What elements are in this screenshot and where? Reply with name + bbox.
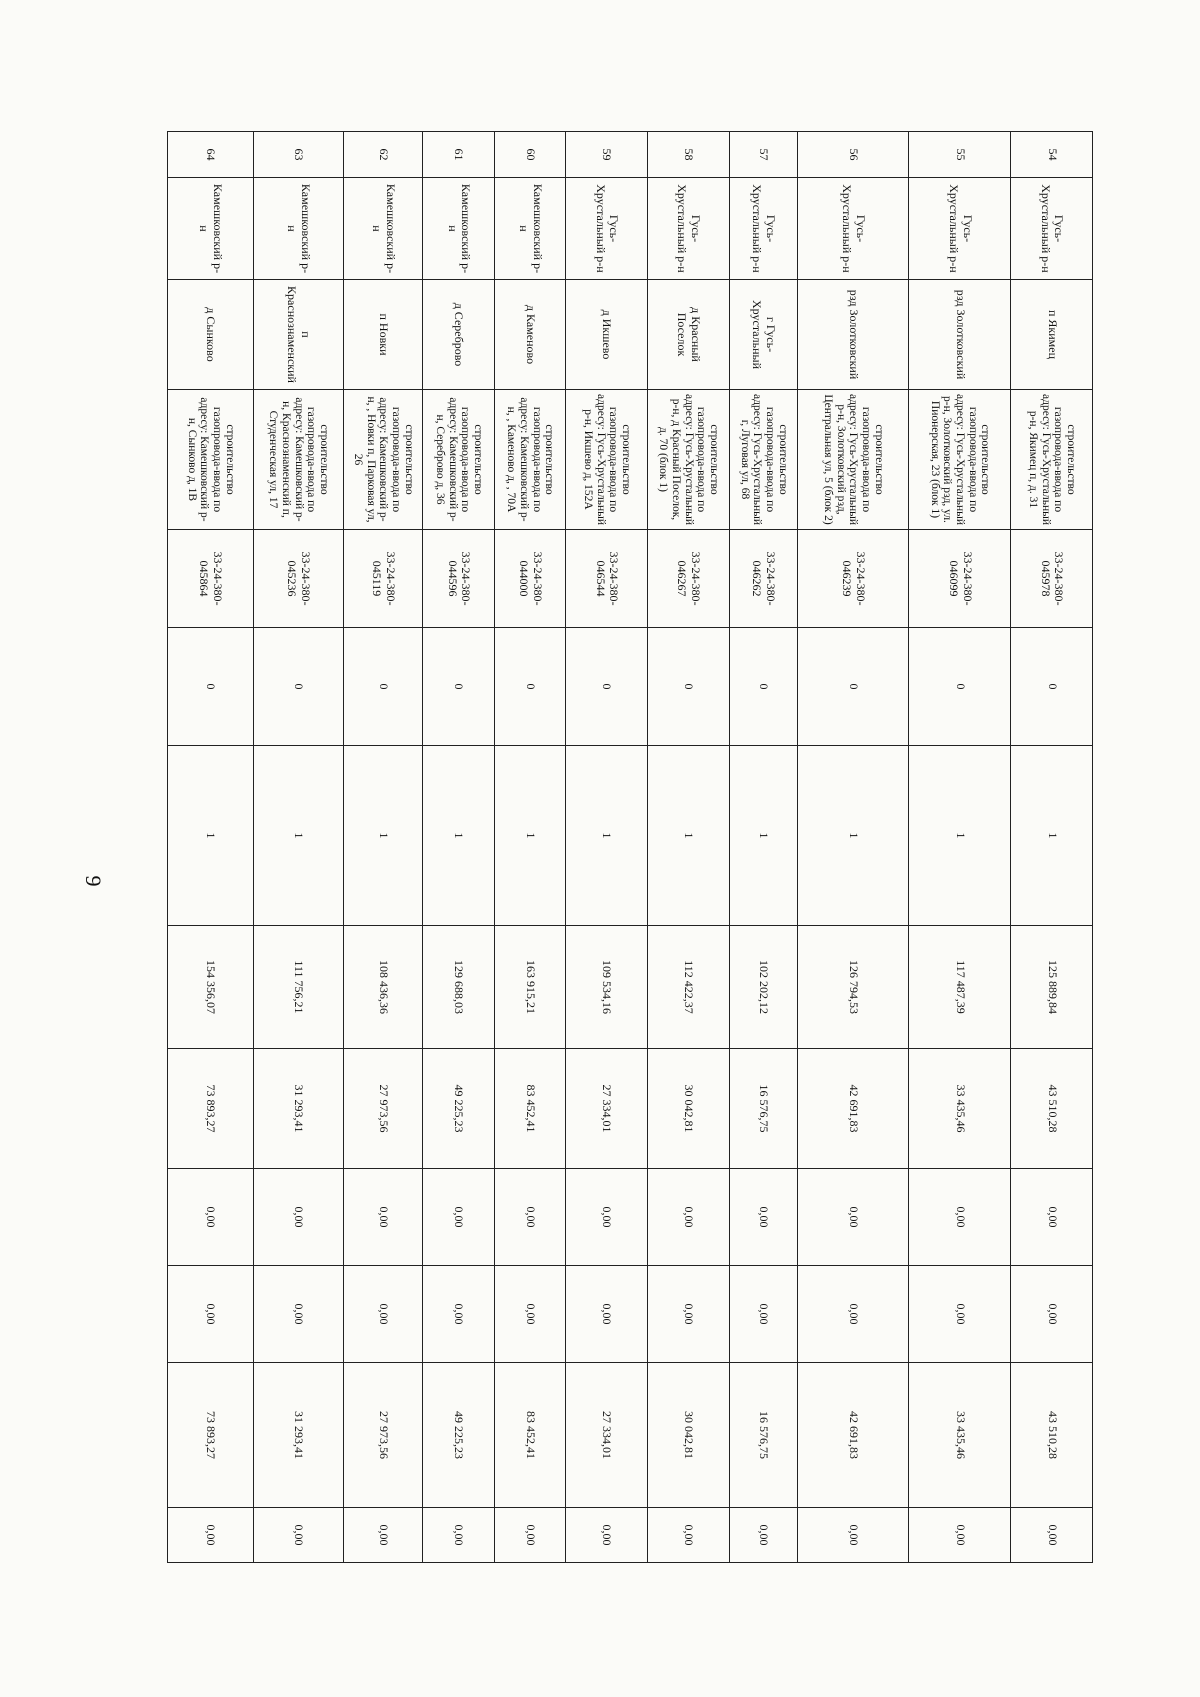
cell-amount-c: 0,00: [168, 1266, 254, 1363]
cell-amount-e: 0,00: [566, 1508, 648, 1563]
cell-locality: г Гусь-Хрустальный: [729, 280, 797, 390]
cell-description: строительство газопровода-ввода по адресу: Гусь-Хрустальный р-н, Икшево д, 152А: [566, 390, 648, 530]
cell-amount-b: 0,00: [168, 1169, 254, 1266]
cell-row-number: 54: [1011, 132, 1093, 178]
table-row: [494, 132, 565, 1563]
cell-row-number: 58: [647, 132, 729, 178]
table-row: [1011, 132, 1093, 1563]
table-row: [168, 132, 254, 1563]
cell-locality: д Каменово: [494, 280, 565, 390]
cell-district: Камешковский р-н: [423, 178, 494, 280]
cell-row-number: 55: [909, 132, 1011, 178]
cell-amount-total: 112 422,37: [647, 926, 729, 1049]
cell-amount-total: 102 202,12: [729, 926, 797, 1049]
cell-value-b: 1: [797, 746, 908, 926]
cell-value-b: 1: [729, 746, 797, 926]
cell-row-number: 57: [729, 132, 797, 178]
cell-district: Гусь-Хрустальный р-н: [909, 178, 1011, 280]
cell-amount-e: 0,00: [797, 1508, 908, 1563]
cell-amount-a: 27 334,01: [566, 1049, 648, 1169]
cell-row-number: 56: [797, 132, 908, 178]
cell-value-b: 1: [566, 746, 648, 926]
cell-amount-d: 83 452,41: [494, 1363, 565, 1508]
table-row: [909, 132, 1011, 1563]
cell-description: строительство газопровода-ввода по адресу: Гусь-Хрустальный р-н, Золотковский рзд, Центральная ул, 5 (блок 2): [797, 390, 908, 530]
cell-amount-e: 0,00: [1011, 1508, 1093, 1563]
cell-description: строительство газопровода-ввода по адресу: Гусь-Хрустальный р-н, д Красный Поселок, д. 70 (блок 1): [647, 390, 729, 530]
cell-amount-a: 43 510,28: [1011, 1049, 1093, 1169]
cell-amount-d: 73 893,27: [168, 1363, 254, 1508]
cell-row-number: 61: [423, 132, 494, 178]
cell-amount-e: 0,00: [494, 1508, 565, 1563]
cell-row-number: 62: [343, 132, 423, 178]
cell-amount-b: 0,00: [647, 1169, 729, 1266]
cell-value-b: 1: [494, 746, 565, 926]
cell-value-b: 1: [647, 746, 729, 926]
table-row: [423, 132, 494, 1563]
cell-amount-c: 0,00: [566, 1266, 648, 1363]
cell-amount-c: 0,00: [423, 1266, 494, 1363]
cell-amount-d: 31 293,41: [253, 1363, 343, 1508]
cell-description: строительство газопровода-ввода по адресу: Камешковский р-н, Сынково д, 1В: [168, 390, 254, 530]
cell-value-b: 1: [909, 746, 1011, 926]
cell-amount-c: 0,00: [253, 1266, 343, 1363]
cell-amount-d: 43 510,28: [1011, 1363, 1093, 1508]
cell-amount-c: 0,00: [494, 1266, 565, 1363]
cell-amount-total: 109 534,16: [566, 926, 648, 1049]
cell-amount-b: 0,00: [343, 1169, 423, 1266]
cell-value-a: 0: [423, 628, 494, 746]
cell-value-a: 0: [909, 628, 1011, 746]
cell-district: Гусь-Хрустальный р-н: [1011, 178, 1093, 280]
cell-amount-b: 0,00: [253, 1169, 343, 1266]
table-row: [566, 132, 648, 1563]
cell-cadastral-code: 33-24-380-046239: [797, 530, 908, 628]
cell-amount-total: 129 688,03: [423, 926, 494, 1049]
cell-cadastral-code: 33-24-380-044596: [423, 530, 494, 628]
cell-locality: рзд Золотковский: [797, 280, 908, 390]
cell-value-a: 0: [797, 628, 908, 746]
cell-value-a: 0: [253, 628, 343, 746]
cell-amount-total: 154 356,07: [168, 926, 254, 1049]
cell-amount-a: 31 293,41: [253, 1049, 343, 1169]
cell-value-a: 0: [1011, 628, 1093, 746]
cell-amount-e: 0,00: [253, 1508, 343, 1563]
cell-amount-c: 0,00: [343, 1266, 423, 1363]
cell-amount-total: 111 756,21: [253, 926, 343, 1049]
table-row: [253, 132, 343, 1563]
table-row: [797, 132, 908, 1563]
cell-value-b: 1: [253, 746, 343, 926]
cell-amount-b: 0,00: [797, 1169, 908, 1266]
cell-district: Камешковский р-н: [168, 178, 254, 280]
cell-amount-total: 108 436,36: [343, 926, 423, 1049]
cell-cadastral-code: 33-24-380-044000: [494, 530, 565, 628]
cell-description: строительство газопровода-ввода по адресу: Гусь-Хрустальный р-н, Золотковский рзд, ул. Пионерская, 23 (блок 1): [909, 390, 1011, 530]
cell-amount-e: 0,00: [343, 1508, 423, 1563]
cell-district: Камешковский р-н: [494, 178, 565, 280]
cell-amount-c: 0,00: [729, 1266, 797, 1363]
cell-row-number: 64: [168, 132, 254, 178]
registry-table: [167, 131, 1093, 1563]
cell-district: Гусь-Хрустальный р-н: [566, 178, 648, 280]
cell-value-b: 1: [168, 746, 254, 926]
cell-amount-b: 0,00: [729, 1169, 797, 1266]
cell-amount-total: 125 889,84: [1011, 926, 1093, 1049]
cell-amount-a: 27 973,56: [343, 1049, 423, 1169]
cell-cadastral-code: 33-24-380-046544: [566, 530, 648, 628]
cell-amount-d: 33 435,46: [909, 1363, 1011, 1508]
cell-locality: д Сынково: [168, 280, 254, 390]
cell-cadastral-code: 33-24-380-046262: [729, 530, 797, 628]
registry-table-frame: [167, 131, 1093, 1562]
cell-value-b: 1: [1011, 746, 1093, 926]
cell-locality: рзд Золотковский: [909, 280, 1011, 390]
cell-amount-a: 73 893,27: [168, 1049, 254, 1169]
cell-amount-c: 0,00: [1011, 1266, 1093, 1363]
cell-description: строительство газопровода-ввода по адресу: Гусь-Хрустальный г, Луговая ул, 68: [729, 390, 797, 530]
cell-amount-d: 49 225,23: [423, 1363, 494, 1508]
cell-amount-d: 30 042,81: [647, 1363, 729, 1508]
cell-value-a: 0: [343, 628, 423, 746]
cell-amount-b: 0,00: [909, 1169, 1011, 1266]
cell-amount-total: 163 915,21: [494, 926, 565, 1049]
cell-locality: п Якимец: [1011, 280, 1093, 390]
cell-value-a: 0: [647, 628, 729, 746]
cell-district: Камешковский р-н: [343, 178, 423, 280]
cell-district: Гусь-Хрустальный р-н: [729, 178, 797, 280]
cell-value-a: 0: [494, 628, 565, 746]
cell-description: строительство газопровода-ввода по адресу: Гусь-Хрустальный р-н, Якимец п, д. 31: [1011, 390, 1093, 530]
cell-cadastral-code: 33-24-380-045864: [168, 530, 254, 628]
cell-amount-d: 27 334,01: [566, 1363, 648, 1508]
cell-locality: д Красный Поселок: [647, 280, 729, 390]
cell-amount-total: 117 487,39: [909, 926, 1011, 1049]
cell-amount-c: 0,00: [647, 1266, 729, 1363]
cell-amount-d: 27 973,56: [343, 1363, 423, 1508]
cell-amount-e: 0,00: [647, 1508, 729, 1563]
cell-amount-a: 49 225,23: [423, 1049, 494, 1169]
cell-locality: п Краснознаменский: [253, 280, 343, 390]
cell-amount-d: 42 691,83: [797, 1363, 908, 1508]
cell-amount-e: 0,00: [729, 1508, 797, 1563]
cell-cadastral-code: 33-24-380-046267: [647, 530, 729, 628]
cell-row-number: 63: [253, 132, 343, 178]
cell-amount-a: 16 576,75: [729, 1049, 797, 1169]
table-row: [729, 132, 797, 1563]
table-row: [343, 132, 423, 1563]
cell-amount-c: 0,00: [797, 1266, 908, 1363]
cell-amount-e: 0,00: [909, 1508, 1011, 1563]
cell-cadastral-code: 33-24-380-045978: [1011, 530, 1093, 628]
cell-amount-b: 0,00: [1011, 1169, 1093, 1266]
cell-row-number: 59: [566, 132, 648, 178]
cell-row-number: 60: [494, 132, 565, 178]
cell-value-b: 1: [423, 746, 494, 926]
cell-amount-e: 0,00: [423, 1508, 494, 1563]
cell-amount-e: 0,00: [168, 1508, 254, 1563]
cell-district: Гусь-Хрустальный р-н: [647, 178, 729, 280]
cell-cadastral-code: 33-24-380-045236: [253, 530, 343, 628]
cell-description: строительство газопровода-ввода по адресу: Камешковский р-н, , Каменово д, , 70А: [494, 390, 565, 530]
cell-value-a: 0: [168, 628, 254, 746]
cell-amount-c: 0,00: [909, 1266, 1011, 1363]
cell-description: строительство газопровода-ввода по адресу: Камешковский р-н, Сереброво д, 36: [423, 390, 494, 530]
cell-amount-total: 126 794,53: [797, 926, 908, 1049]
cell-amount-a: 83 452,41: [494, 1049, 565, 1169]
cell-amount-d: 16 576,75: [729, 1363, 797, 1508]
page-number: 9: [81, 875, 106, 887]
cell-amount-b: 0,00: [566, 1169, 648, 1266]
cell-locality: п Новки: [343, 280, 423, 390]
cell-description: строительство газопровода-ввода по адресу: Камешковский р-н, , Новки п, Парковая ул, 26: [343, 390, 423, 530]
cell-amount-a: 42 691,83: [797, 1049, 908, 1169]
cell-amount-b: 0,00: [494, 1169, 565, 1266]
cell-description: строительство газопровода-ввода по адресу: Камешковский р-н, Краснознаменский п, Студенческая ул, 17: [253, 390, 343, 530]
cell-locality: д Сереброво: [423, 280, 494, 390]
cell-value-a: 0: [566, 628, 648, 746]
cell-amount-a: 33 435,46: [909, 1049, 1011, 1169]
cell-value-a: 0: [729, 628, 797, 746]
cell-locality: д Икшево: [566, 280, 648, 390]
cell-cadastral-code: 33-24-380-046099: [909, 530, 1011, 628]
cell-district: Гусь-Хрустальный р-н: [797, 178, 908, 280]
cell-value-b: 1: [343, 746, 423, 926]
cell-amount-b: 0,00: [423, 1169, 494, 1266]
cell-amount-a: 30 042,81: [647, 1049, 729, 1169]
table-row: [647, 132, 729, 1563]
cell-district: Камешковский р-н: [253, 178, 343, 280]
cell-cadastral-code: 33-24-380-045119: [343, 530, 423, 628]
